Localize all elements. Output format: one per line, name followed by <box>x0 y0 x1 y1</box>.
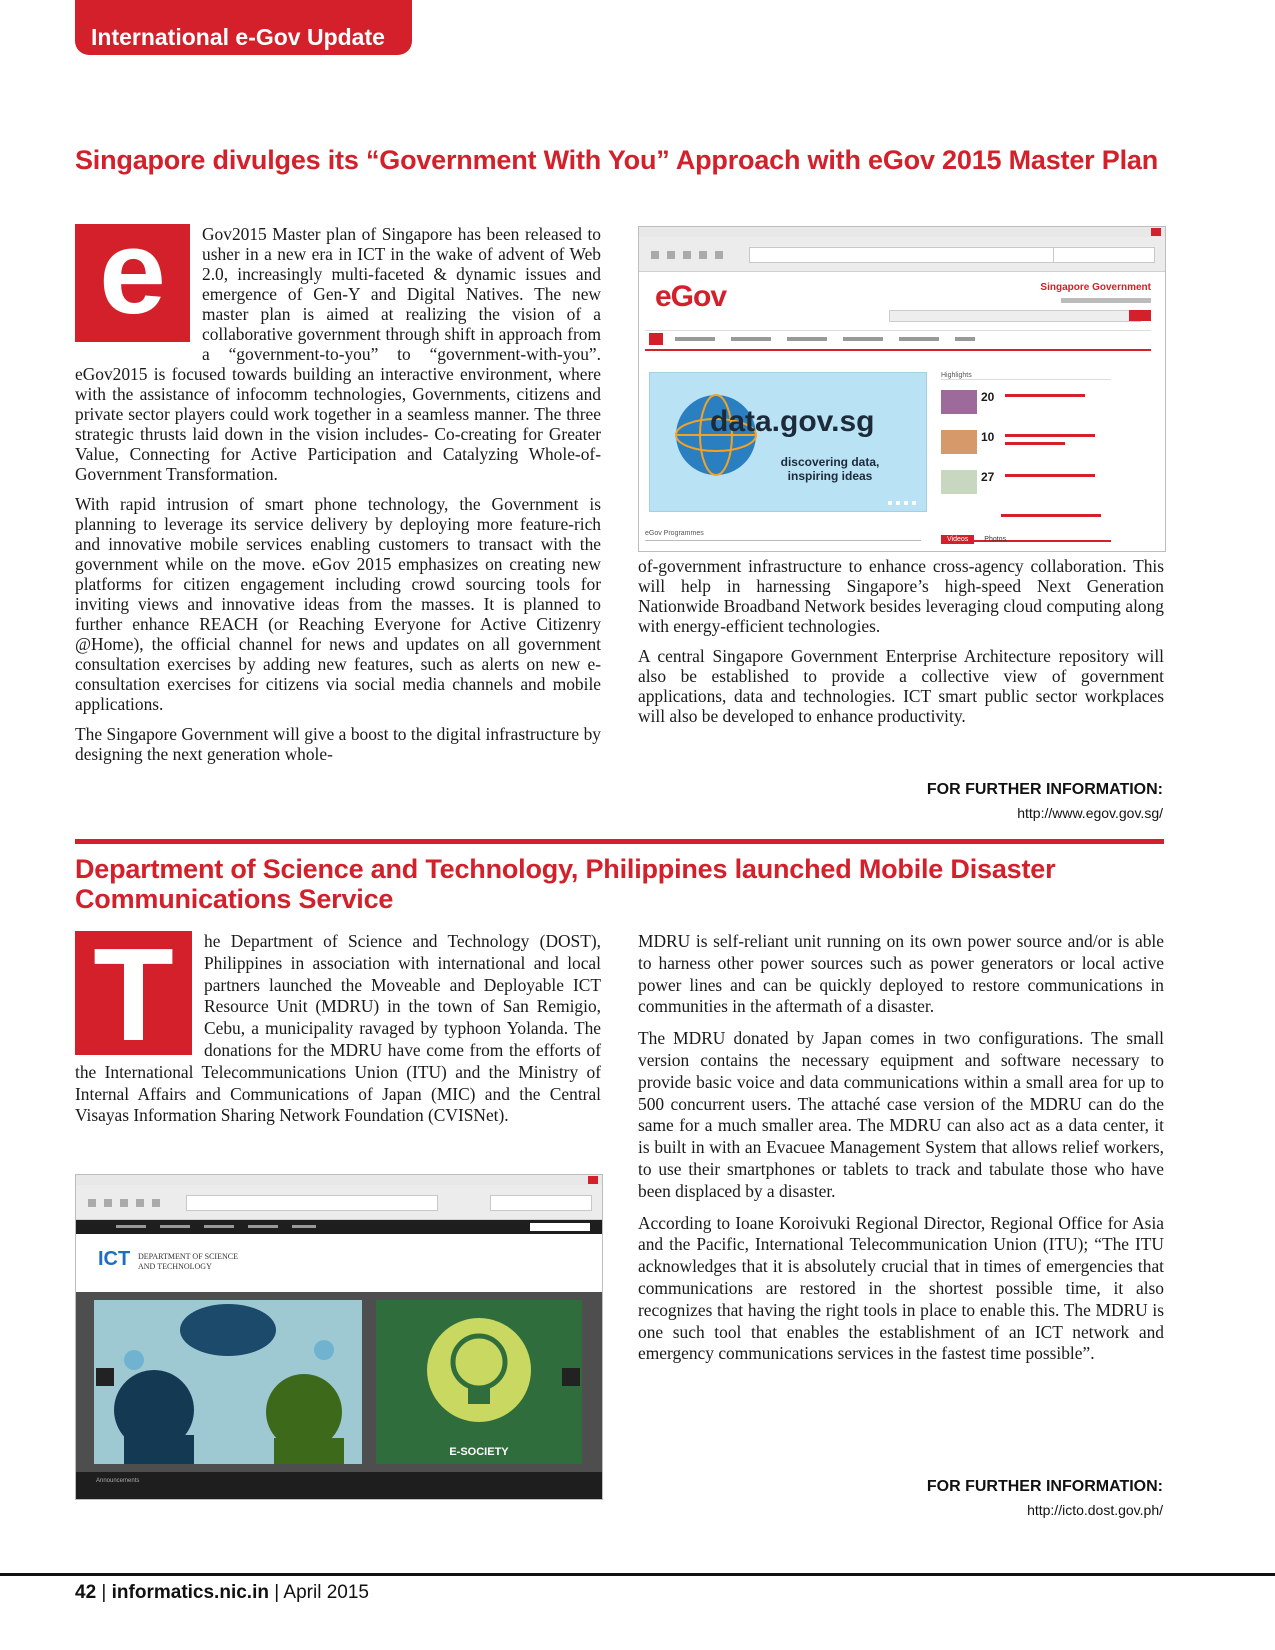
window-titlebar <box>76 1175 602 1185</box>
dost-footer-bar: Announcements <box>76 1472 602 1499</box>
banner-title: data.gov.sg <box>710 405 875 438</box>
article1-paragraph-3a: The Singapore Government will give a boost to the digital infrastructure by designing the next generation whole- <box>75 724 601 764</box>
slider-prev-icon <box>96 1368 114 1386</box>
site-name: informatics.nic.in <box>111 1582 269 1603</box>
close-icon <box>588 1176 598 1184</box>
close-icon <box>1151 228 1161 236</box>
footer-separator: | <box>274 1582 280 1603</box>
issue-date: April 2015 <box>283 1582 369 1603</box>
highlights-heading: Highlights <box>941 372 1111 380</box>
article2-paragraph-4: According to Ioane Koroivuki Regional Director, Regional Office for Asia and the Pacific, International Telecommunication Union (ITU); “The ITU acknowledges that it is absolutely crucial that in times of emergencies that communications are restored in the shortest possible time, it also recognizes that having the right tools in place to enable this. The MDRU is one such tool that enables the establishment of an ICT network and emergency communications services in the fastest time possible”. <box>638 1212 1164 1364</box>
department-name: DEPARTMENT OF SCIENCE AND TECHNOLOGY <box>138 1252 238 1271</box>
article1-paragraph-1: Gov2015 Master plan of Singapore has been released to usher in a new era in ICT in the wake of advent of Web 2.0, increasingly multi-faceted & dynamic issues and emergence of Gen-Y and Digital Natives. The new master plan is aimed at realizing the vision of a collaborative government through shift in approach from a “government-to-you” to “government-with-you”. eGov2015 is focused towards building an interactive environment, where with the assistance of infocomm technologies, Governments, citizens and private sector players could work together in a seamless manner. The three strategic thrusts laid down in the vision includes- Co-creating for Greater Value, Connecting for Active Participation and Catalyzing Whole-of-Government Transformation. <box>75 224 601 484</box>
article1-paragraph-2: With rapid intrusion of smart phone technology, the Government is planning to leverage its service delivery by deploying more feature-rich and innovative mobile services enabling customers to transact with the government while on the move. eGov 2015 emphasizes on creating new platforms for citizen engagement including crowd sourcing tools for inviting views and innovative ideas from the masses. It is planned to further enhance REACH (or Reaching Everyone for Active Citizenry @Home), the official channel for news and updates on all government consultation exercises by adding new features, such as alerts on new e-consultation exercises for citizens via social media channels and mobile applications. <box>75 494 601 714</box>
lightbulb-icon <box>376 1300 582 1464</box>
highlight-item: 10 <box>941 426 1111 466</box>
browser-search-box <box>1053 247 1155 263</box>
data-gov-sg-banner <box>649 372 927 512</box>
article2-dropcap: T <box>75 931 192 1055</box>
ict-logo: ICT <box>98 1248 131 1270</box>
highlights-list <box>941 386 1111 517</box>
section-tab-label: International e-Gov Update <box>91 24 385 50</box>
article-divider <box>75 839 1164 844</box>
egov-website-screenshot <box>638 226 1166 552</box>
footer-separator: | <box>101 1582 107 1603</box>
article2-paragraph-2: MDRU is self-reliant unit running on its own power source and/or is able to harness other power sources such as power generators or local active power lines and can be quickly deployed to restore communications in communities in the aftermath of a disaster. <box>638 931 1164 1017</box>
article2-paragraph-1: he Department of Science and Technology (DOST), Philippines in association with international and local partners launched the Moveable and Deployable ICT Resource Unit (MDRU) in the town of San Remigio, Cebu, a municipality ravaged by typhoon Yolanda. The donations for the MDRU have come from the efforts of the International Telecommunications Union (ITU) and the Ministry of Internal Affairs and Communications of Japan (MIC) and the Central Visayas Information Sharing Network Foundation (CVISNet). <box>75 931 601 1126</box>
egov-logo: eGov <box>655 280 727 313</box>
page-footer <box>75 1582 369 1604</box>
media-tabs <box>941 528 1111 542</box>
egov-menu-bar <box>645 330 1151 351</box>
article1-right-column <box>638 556 1164 736</box>
highlight-item: 27 <box>941 466 1111 506</box>
slider-dots <box>888 501 918 505</box>
browser-toolbar <box>639 237 1165 272</box>
nav-arrows-icon <box>88 1199 168 1207</box>
home-icon <box>649 333 663 345</box>
people-network-icon <box>94 1300 362 1464</box>
page-number: 42 <box>75 1582 97 1603</box>
slide-image-right <box>376 1300 582 1464</box>
further-info-label: FOR FURTHER INFORMATION: <box>926 1478 1163 1495</box>
dost-header <box>76 1234 602 1292</box>
article2-further-info <box>927 1478 1163 1518</box>
slide-caption: E-SOCIETY <box>449 1446 509 1458</box>
slider-next-icon <box>562 1368 580 1386</box>
egov-page <box>639 272 1165 551</box>
highlight-item: 20 <box>941 386 1111 426</box>
article1-paragraph-4: A central Singapore Government Enterprise Architecture repository will also be established to provide a collective view of government applications, data and technologies. ICT smart public sector workplaces will also be developed to enhance productivity. <box>638 646 1164 726</box>
dost-nav-bar <box>76 1220 602 1234</box>
singapore-government-brand: Singapore Government <box>1040 282 1151 293</box>
browser-search-box <box>490 1195 592 1211</box>
top-links <box>1061 298 1151 303</box>
article2-left-column <box>75 921 601 1137</box>
address-bar <box>186 1195 438 1211</box>
banner-tagline: discovering data, inspiring ideas <box>780 455 880 483</box>
browser-toolbar <box>76 1185 602 1220</box>
article1-further-info <box>927 781 1163 821</box>
egov-search-bar <box>889 310 1141 322</box>
article1-paragraph-3b: of-government infrastructure to enhance cross-agency collaboration. This will help in harnessing Singapore’s high-speed Next Generation Nationwide Broadband Network besides leveraging cloud computing along with energy-efficient technologies. <box>638 556 1164 636</box>
article1-dropcap: e <box>75 224 190 342</box>
dost-slider <box>76 1292 602 1472</box>
article2-title: Department of Science and Technology, Philippines launched Mobile Disaster Communications Service <box>75 854 1056 914</box>
egov-url-link[interactable]: http://www.egov.gov.sg/ <box>1017 805 1163 821</box>
footer-rule <box>0 1573 1275 1576</box>
slide-image-left <box>94 1300 362 1464</box>
window-titlebar <box>639 227 1165 237</box>
photos-tab: Photos <box>984 536 1007 543</box>
article1-title: Singapore divulges its “Government With You” Approach with eGov 2015 Master Plan <box>75 145 1158 175</box>
article1-left-column <box>75 205 601 764</box>
further-info-label: FOR FURTHER INFORMATION: <box>926 781 1163 798</box>
nav-arrows-icon <box>651 251 731 259</box>
dost-website-screenshot <box>75 1174 603 1500</box>
section-tab <box>75 0 412 55</box>
article2-paragraph-3: The MDRU donated by Japan comes in two configurations. The small version contains the necessary equipment and software necessary to provide basic voice and data communications within a small area for up to 500 concurrent users. The attaché case version of the MDRU can do the same for a much smaller area. The MDRU can also act as a data center, it is built in with an Evacuee Management System that allows relief workers, to use their smartphones or tablets to track and tabulate those who have been displaced by a disaster. <box>638 1028 1164 1201</box>
menu-items <box>675 337 975 341</box>
article2-right-column <box>638 931 1164 1375</box>
egov-programmes-label: eGov Programmes <box>645 530 921 541</box>
dost-url-link[interactable]: http://icto.dost.gov.ph/ <box>1027 1502 1163 1518</box>
videos-tab: Videos <box>941 535 974 544</box>
egov-search-button <box>1129 310 1151 321</box>
